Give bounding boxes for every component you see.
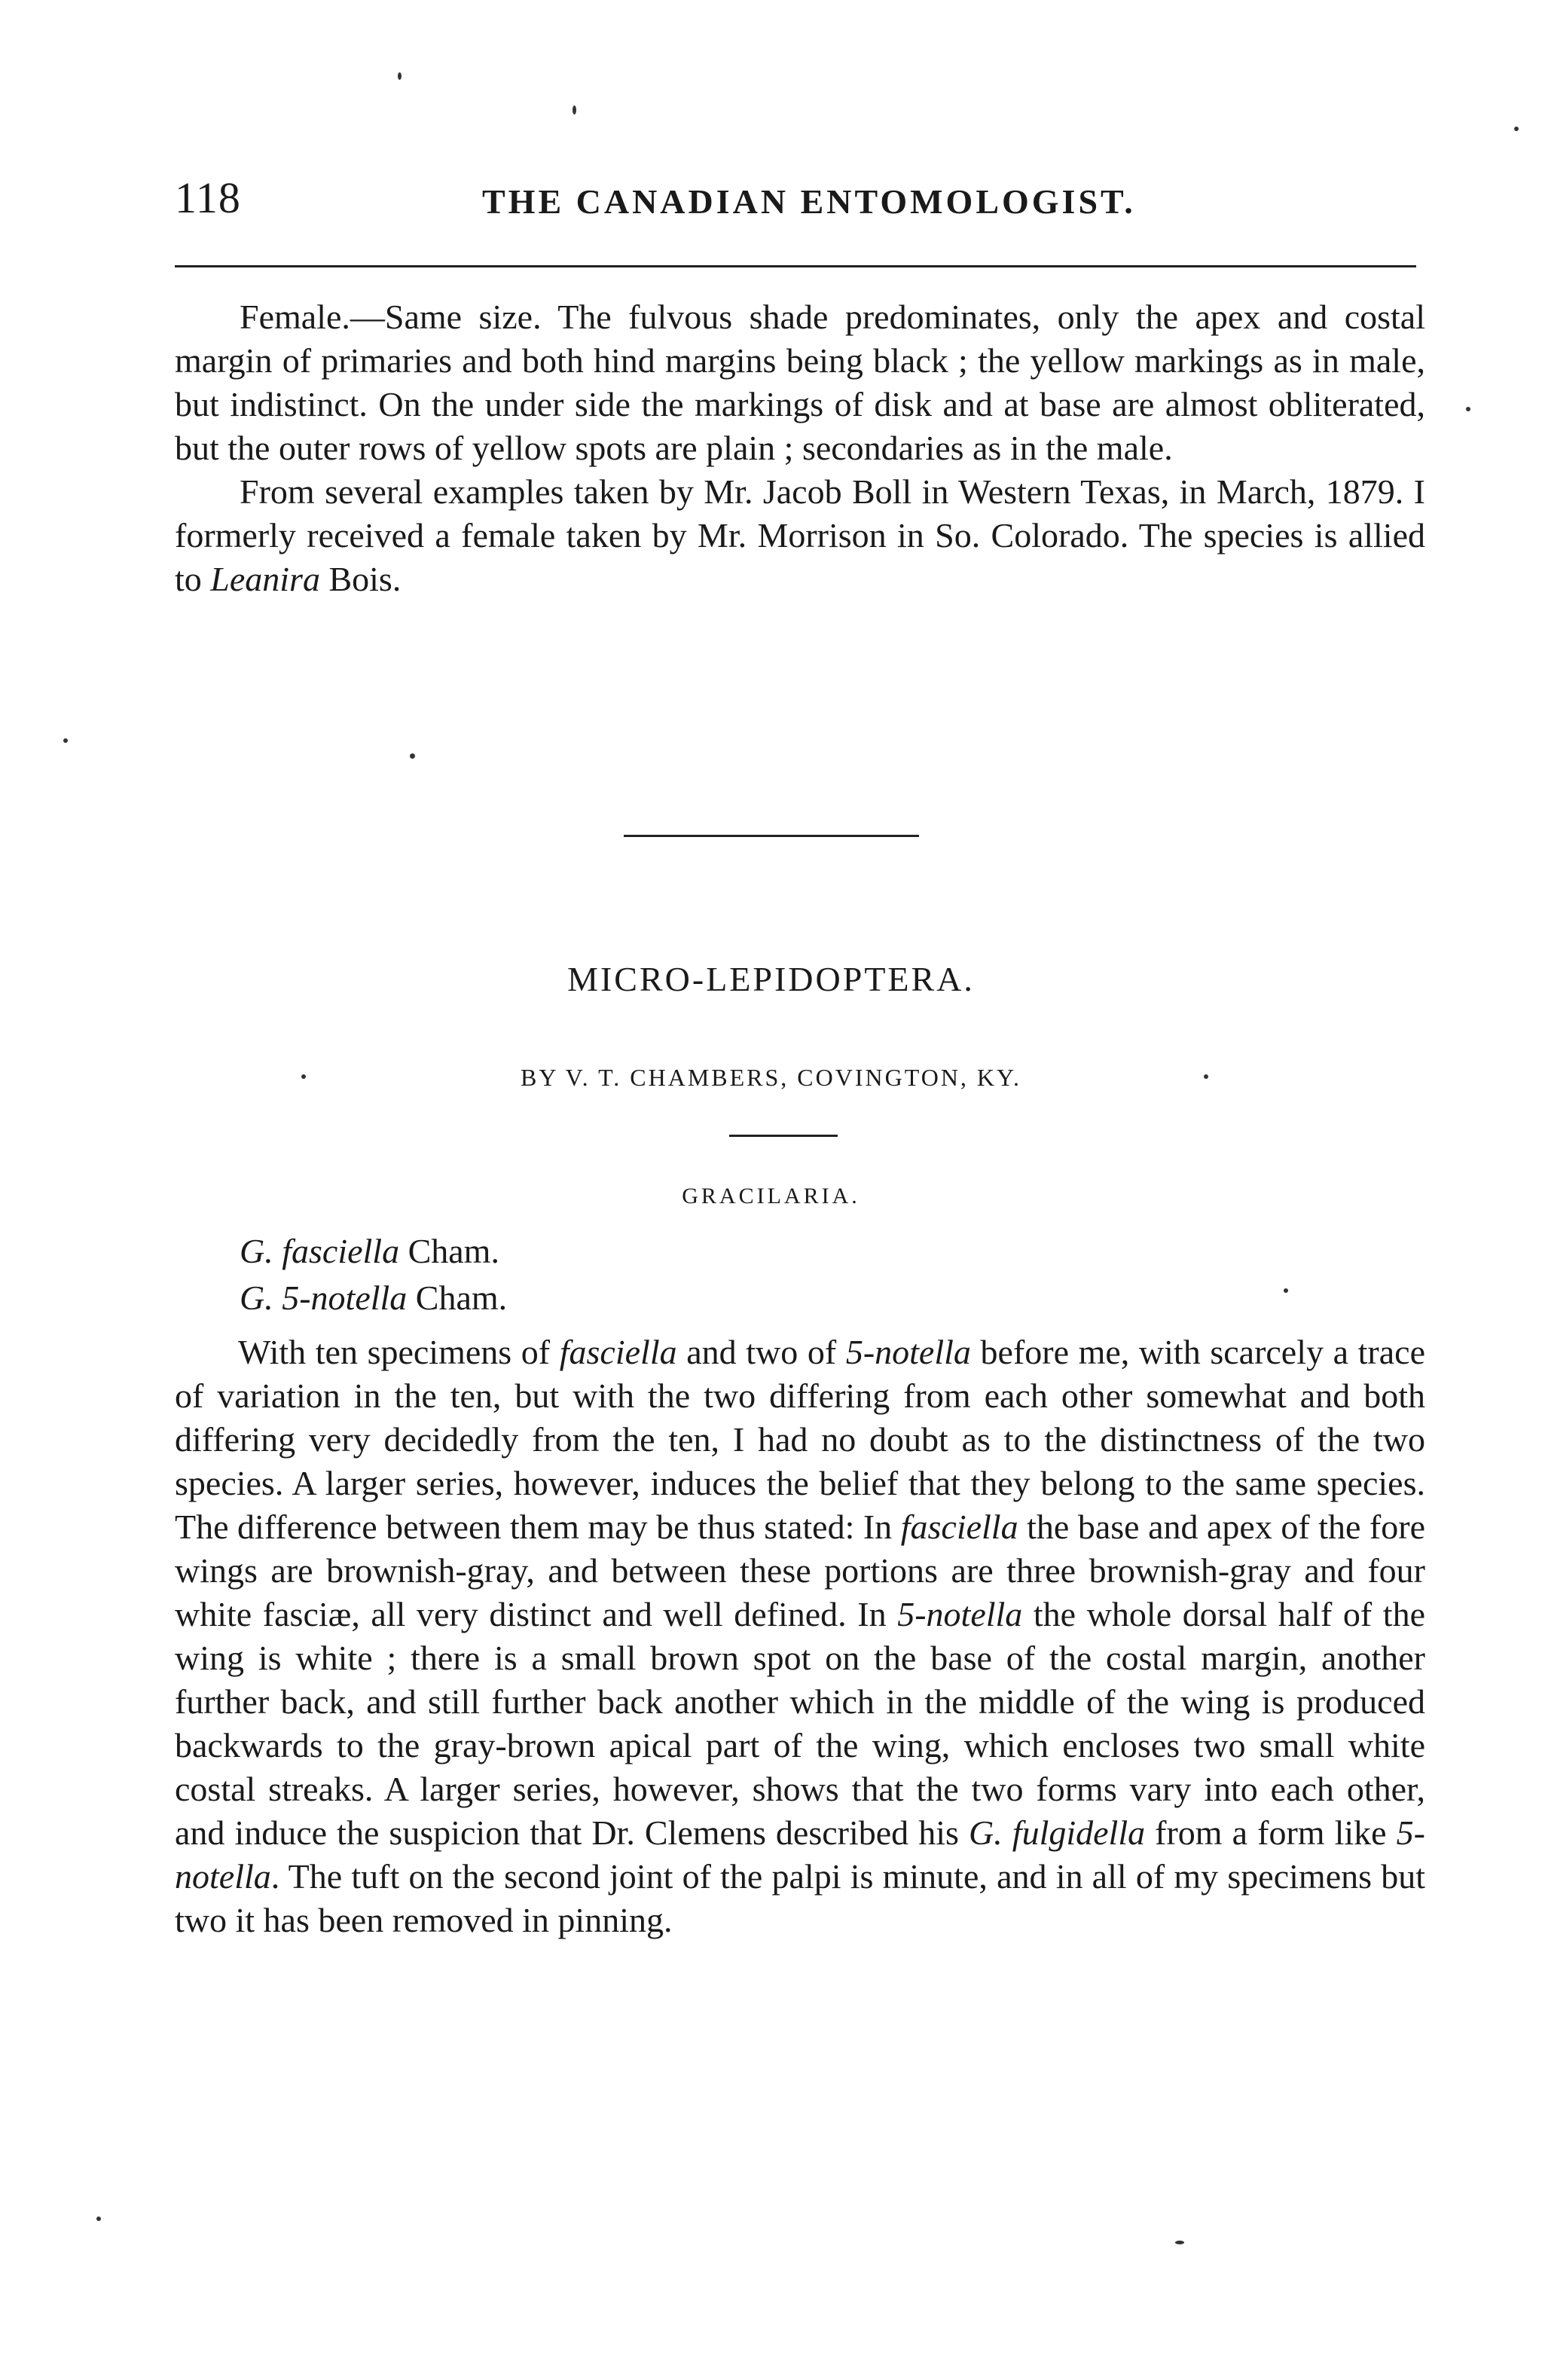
scan-speck	[1284, 1288, 1288, 1293]
scan-speck	[63, 738, 68, 743]
scan-speck	[1466, 407, 1470, 411]
species-name: G. fasciella	[240, 1232, 400, 1270]
species-name: G. 5-notella	[240, 1279, 408, 1317]
scan-speck	[398, 72, 402, 80]
species-ref: 5-notella	[175, 1813, 1425, 1896]
article-title: MICRO-LEPIDOPTERA.	[567, 960, 975, 998]
genus-heading: GRACILARIA.	[682, 1184, 860, 1208]
species-item	[240, 1228, 507, 1275]
scan-speck	[1204, 1074, 1208, 1079]
records-text: From several examples taken by Mr. Jacob Boll in Western Texas, in March, 1879. I formerly received a female taken by Mr. Morrison in So. Colorado. The species is allied to	[175, 472, 1425, 598]
records-paragraph	[175, 470, 1425, 601]
female-paragraph: Female.—Same size. The fulvous shade predominates, only the apex and costal margin of primaries and both hind margins being black ; the yellow markings as in male, but indistinct. On the under side the markings of disk and at base are almost obliterated, but the outer rows of yellow spots are plain ; secondaries as in the male.	[175, 298, 1425, 467]
header-rule	[175, 265, 1416, 267]
genus-name: Leanira	[210, 560, 320, 598]
scan-speck	[410, 753, 415, 759]
text-run: and two of	[676, 1333, 846, 1371]
text-run: from a form like	[1145, 1813, 1397, 1852]
text-run: the whole dorsal half of the wing is white ; there is a small brown spot on the base of the costal margin, another further back, and still further back another which in the middle of the wing is produced backwards to the gray-brown apical part of the wing, which encloses two small white costal streaks. A larger series, however, shows that the two forms vary into each other, and induce the suspicion that Dr. Clemens described his	[175, 1595, 1426, 1852]
text-run: before me, with scarcely a trace of variation in the ten, but with the two differing from each other somewhat and both differing very decidedly from the ten, I had no doubt as to the distinctness of the two species. A larger series, however, induces the belief that they belong to the same species. The difference between them may be thus stated: In	[175, 1333, 1425, 1546]
scan-speck	[1514, 127, 1519, 131]
species-author: Cham.	[399, 1232, 499, 1270]
species-ref: fasciella	[559, 1333, 677, 1371]
scan-speck	[301, 1074, 306, 1079]
scan-speck	[96, 2217, 101, 2221]
species-ref: 5-notella	[845, 1333, 971, 1371]
records-text-end: Bois.	[319, 560, 402, 598]
text-run: . The tuft on the second joint of the palpi is minute, and in all of my specimens but two it has been removed in pinning.	[175, 1857, 1425, 1939]
species-author: Cham.	[407, 1279, 508, 1317]
main-paragraph	[175, 1331, 1425, 1942]
species-ref: G. fulgidella	[969, 1813, 1146, 1852]
scan-speck	[573, 105, 576, 115]
byline: BY V. T. CHAMBERS, COVINGTON, KY.	[520, 1064, 1022, 1091]
scan-speck	[1175, 2241, 1184, 2244]
species-ref: fasciella	[900, 1508, 1018, 1546]
text-run: With ten specimens of	[238, 1333, 560, 1371]
text-run: the base and apex of the fore wings are brownish-gray, and between these portions are three brownish-gray and four white fasciæ, all very distinct and well defined. In	[175, 1508, 1425, 1633]
page-number: 118	[175, 173, 241, 222]
running-title: THE CANADIAN ENTOMOLOGIST.	[482, 182, 1136, 221]
byline-rule	[729, 1135, 838, 1137]
main-text	[175, 1331, 1425, 1942]
species-ref: 5-notella	[897, 1595, 1023, 1633]
female-description	[175, 295, 1425, 601]
section-divider	[624, 835, 919, 837]
species-list	[240, 1228, 507, 1321]
species-item	[240, 1275, 507, 1321]
